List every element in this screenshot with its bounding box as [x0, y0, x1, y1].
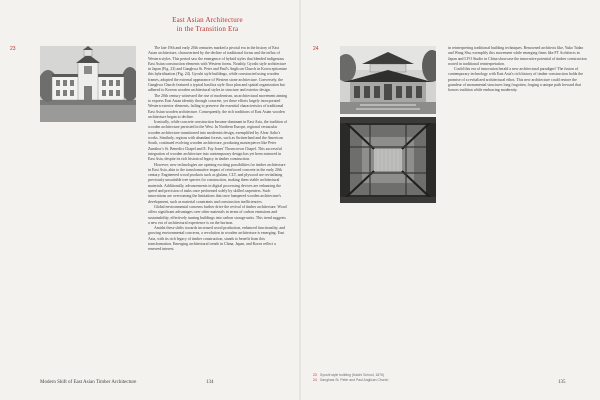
body-paragraph: in reinterpreting traditional building techniques. Renowned architects like, Yuko Tadao and Wang Shu, exemplify this movement while emerging firms like FT Architects in Japan and LYO Studio in China showcase the innovative potential of timber construction rooted in traditional reinterpretation.	[448, 46, 587, 66]
body-paragraph: Global environmental concerns further drive the revival of timber architecture. Wood offers significant advantages over other materials in terms of carbon emissions and sustainability, effectively turning buildings into carbon storage units. This trend suggests a new era of architectural experience is on the horizon.	[148, 204, 287, 225]
body-paragraph: Amidst these shifts towards increased wood production, enhanced functionality, and growing environmental concerns, a revolution in wooden architecture is emerging. East Asia, with its rich legacy of timber construction, stands to benefit from this transformation. Emerging architectural trends in China, Japan, and Korea reflect a renewed interest	[148, 226, 286, 252]
figure-captions	[313, 373, 443, 382]
body-paragraph: Ironically, while concrete construction became dominant in East Asia, the tradition of wooden architecture persisted in the West. In Northern Europe, regional vernacular wooden architecture transitioned into modernist design, exemplified by Alvar Aalto's works. Similarly, regions with abundant forests, such as Switzerland and the American South, continued evolving wooden architecture, producing masterpieces like Peter Zumthor's St. Benedict Chapel and E. Fay Jones' Thorncrown Chapel. This successful integration of wooden architecture into contemporary design has yet been mirrored in East Asia, despite its rich historical legacy in timber construction.	[148, 120, 287, 162]
figure-church-exterior	[340, 46, 436, 114]
chapter-title	[130, 16, 285, 33]
church-interior-photo	[340, 117, 436, 203]
gyoshi-building-photo	[40, 46, 136, 122]
figure-caption	[313, 378, 443, 383]
church-exterior-photo	[340, 46, 436, 114]
left-page-marker: 23	[10, 46, 16, 52]
caption-number: 23	[313, 373, 317, 377]
caption-text: Ganghwa St. Peter and Paul Anglican Church	[319, 377, 389, 382]
caption-number: 24	[313, 377, 317, 382]
page-gutter	[299, 0, 301, 400]
right-page-marker: 24	[313, 46, 319, 52]
body-paragraph: The 20th century witnessed the rise of modernism, an architectural movement aiming to express East Asian identity through concrete, yet these efforts largely incorporated Western exterior elements, failing to preserve the essential characteristics of traditional East Asian wooden architecture. Consequently, the rich traditions of East Asian wooden architecture began to decline.	[148, 93, 288, 119]
body-paragraph: Could this era of innovation herald a new architectural paradigm? The fusion of contemporary technology with East Asia's rich history of timber construction holds the promise of a revitalized architectural ethos. This new architecture could restore the grandeur of monumental structures long forgotten, forging a unique path forward that honors tradition while embracing modernity.	[448, 67, 584, 93]
body-paragraph: The late 19th and early 20th centuries marked a pivotal era in the history of East Asian architecture, characterized by the decline of traditional forms and the influx of Western styles. This period saw the emergence of hybrid styles that blended indigenous East Asian construction elements with Western forms. Notably, Gyoshi style architecture in Japan (Fig. 23) and Ganghwa St. Peter and Paul's Anglican Church in Korea epitomize this hybridization (Fig. 24). Gyoshi style buildings, while constructed using wooden frames, adopted the external appearance of Western stone architecture. Conversely, the Ganghwa Church featured a typical basilica style floor plan and spatial organization but adhered to Korean wooden architectural styles in structure and exterior design.	[148, 46, 288, 93]
chapter-title-line-1: East Asian Architecture	[172, 16, 243, 24]
figure-gyoshi-style-building	[40, 46, 136, 122]
caption-text: Gyoshi style building (Kaichi School, 1876)	[319, 373, 385, 377]
left-page-text-column	[148, 46, 288, 253]
right-page-text-column	[448, 46, 588, 94]
right-page-number: 135	[558, 380, 566, 385]
figure-church-interior	[340, 117, 436, 203]
chapter-title-line-2: in the Transition Era	[176, 24, 239, 33]
body-paragraph: However, new technologies are opening exciting possibilities for timber architecture in East Asia, akin to the transformative impact of reinforced concrete in the early 20th century. Engineered wood products such as glulam, CLT, and plywood are revitalizing previously unsuitable tree species for construction, making them viable architectural materials. Additionally, advancements in digital processing devices are enhancing the speed and precision of tasks once performed solely by skilled carpenters. Such innovations are overcoming the limitations that once hampered wooden architecture's development, such as material constraints and construction inefficiencies.	[148, 162, 286, 204]
running-footer-title: Modern Shift of East Asian Timber Architecture	[40, 380, 137, 385]
left-page-number: 134	[206, 380, 214, 385]
